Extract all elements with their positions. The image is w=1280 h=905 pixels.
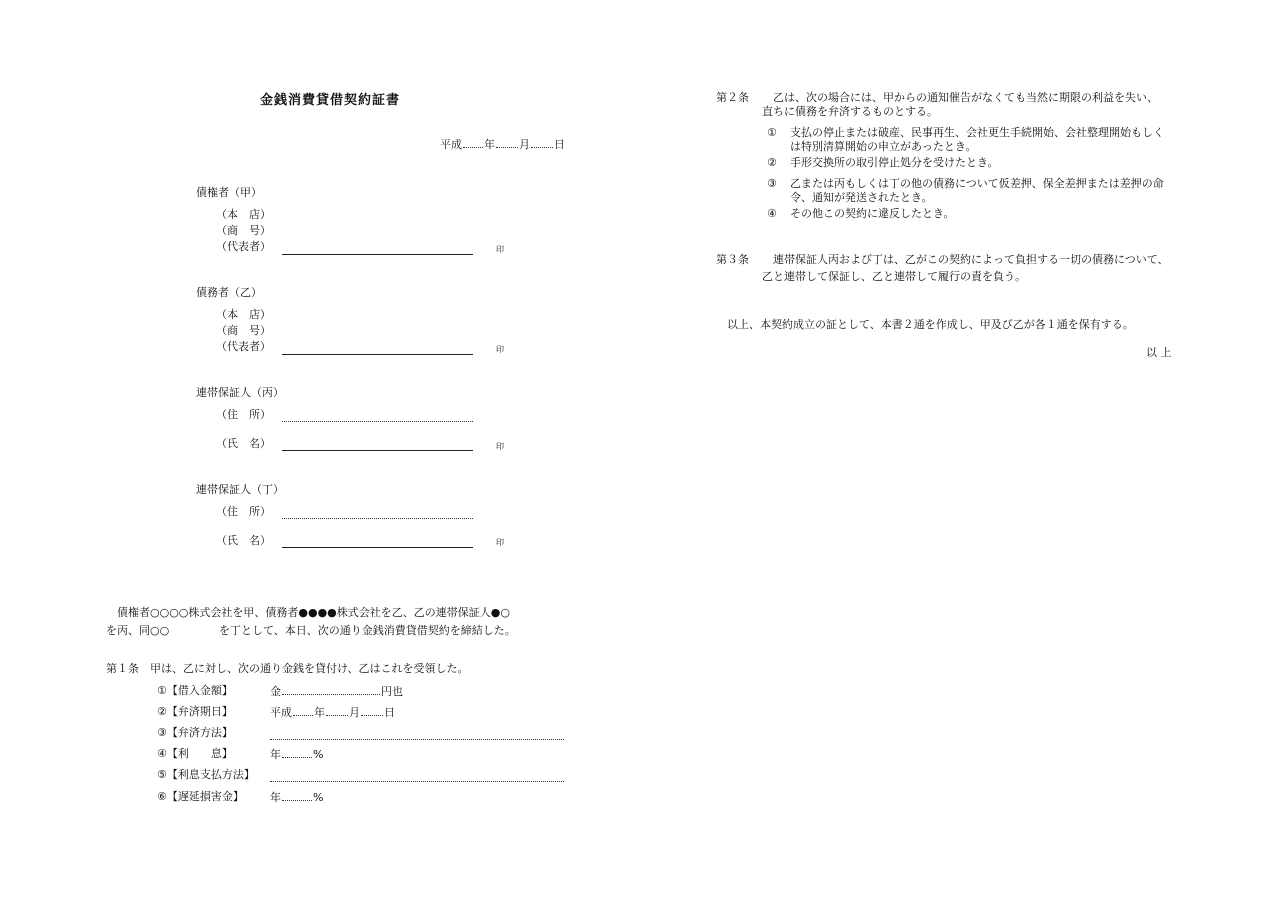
article-2-item-3-line-2: 令、通知が発送されたとき。 bbox=[790, 191, 933, 204]
article-2-text-line-1: 乙は、次の場合には、甲からの通知催告がなくても当然に期限の利益を失い、 bbox=[773, 91, 1158, 104]
item-loan-amount-value bbox=[270, 684, 403, 699]
late-damages-prefix: 年 bbox=[270, 791, 281, 804]
item-late-damages-value bbox=[270, 790, 323, 805]
closing-statement: 以上、本契約成立の証として、本書２通を作成し、甲及び乙が各１通を保有する。 bbox=[727, 318, 1134, 331]
article-2-item-1-num: ① bbox=[767, 126, 777, 139]
repayment-era: 平成 bbox=[270, 706, 292, 719]
preamble-line-1: 債権者○○○○株式会社を甲、債務者●●●●株式会社を乙、乙の連帯保証人●○ bbox=[117, 606, 510, 619]
guarantor-tei-address-label: （住 所） bbox=[216, 505, 271, 518]
creditor-seal-mark: 印 bbox=[496, 245, 504, 254]
preamble-line-2a: を丙、同○○ bbox=[106, 624, 170, 637]
debtor-heading: 債務者（乙） bbox=[196, 286, 262, 299]
repayment-month: 月 bbox=[349, 706, 360, 719]
article-3-label: 第３条 bbox=[716, 253, 749, 266]
item-repayment-date-label: ②【弁済期日】 bbox=[157, 705, 233, 718]
item-interest-value bbox=[270, 747, 323, 762]
guarantor-hei-heading: 連帯保証人（丙） bbox=[196, 386, 284, 399]
interest-suffix: % bbox=[313, 748, 324, 761]
interest-prefix: 年 bbox=[270, 748, 281, 761]
loan-amount-suffix: 円也 bbox=[381, 685, 403, 698]
guarantor-hei-address-label: （住 所） bbox=[216, 408, 271, 421]
creditor-head-office-label: （本 店） bbox=[216, 208, 271, 221]
article-2-item-2-line-1: 手形交換所の取引停止処分を受けたとき。 bbox=[790, 156, 999, 169]
guarantor-hei-seal-mark: 印 bbox=[496, 442, 504, 451]
article-2-text-line-2: 直ちに債務を弁済するものとする。 bbox=[762, 105, 938, 118]
guarantor-tei-name-label: （氏 名） bbox=[216, 534, 271, 547]
interest-payment-line bbox=[270, 781, 564, 782]
article-3-text-line-1: 連帯保証人丙および丁は、乙がこの契約によって負担する一切の債務について、 bbox=[773, 253, 1169, 266]
debtor-trade-name-label: （商 号） bbox=[216, 324, 271, 337]
date-era: 平成 bbox=[440, 138, 462, 151]
creditor-representative-line bbox=[282, 254, 473, 255]
closing-end-mark: 以 上 bbox=[1146, 346, 1172, 359]
article-1-label: 第１条 bbox=[106, 662, 139, 675]
date-day: 日 bbox=[554, 138, 565, 151]
guarantor-tei-name-line bbox=[282, 547, 473, 548]
article-2-item-4-num: ④ bbox=[767, 207, 777, 220]
item-interest-payment-label: ⑤【利息支払方法】 bbox=[157, 768, 255, 781]
guarantor-hei-name-line bbox=[282, 450, 473, 451]
debtor-representative-label: （代表者） bbox=[216, 340, 271, 353]
creditor-representative-label: （代表者） bbox=[216, 240, 271, 253]
guarantor-hei-name-label: （氏 名） bbox=[216, 437, 271, 450]
document-title: 金銭消費貸借契約証書 bbox=[260, 93, 401, 108]
debtor-head-office-label: （本 店） bbox=[216, 308, 271, 321]
item-interest-label: ④【利 息】 bbox=[157, 747, 233, 760]
article-2-item-2-num: ② bbox=[767, 156, 777, 169]
repayment-day: 日 bbox=[384, 706, 395, 719]
article-2-item-1-line-2: は特別清算開始の申立があったとき。 bbox=[790, 140, 977, 153]
guarantor-hei-address-line bbox=[282, 421, 473, 422]
article-1-text: 甲は、乙に対し、次の通り金銭を貸付け、乙はこれを受領した。 bbox=[150, 662, 469, 675]
preamble-line-2b: を丁として、本日、次の通り金銭消費貸借契約を締結した。 bbox=[219, 624, 516, 637]
article-3-text-line-2: 乙と連帯して保証し、乙と連帯して履行の責を負う。 bbox=[762, 270, 1026, 283]
article-2-label: 第２条 bbox=[716, 91, 749, 104]
article-2-item-1-line-1: 支払の停止または破産、民事再生、会社更生手続開始、会社整理開始もしく bbox=[790, 126, 1164, 139]
date-line bbox=[440, 137, 565, 152]
item-late-damages-label: ⑥【遅延損害金】 bbox=[157, 790, 244, 803]
debtor-representative-line bbox=[282, 354, 473, 355]
guarantor-tei-address-line bbox=[282, 518, 473, 519]
repayment-method-line bbox=[270, 739, 564, 740]
item-repayment-method-label: ③【弁済方法】 bbox=[157, 726, 233, 739]
creditor-heading: 債権者（甲） bbox=[196, 186, 262, 199]
article-2-item-4-line-1: その他この契約に違反したとき。 bbox=[790, 207, 955, 220]
date-year: 年 bbox=[484, 138, 495, 151]
guarantor-tei-seal-mark: 印 bbox=[496, 538, 504, 547]
article-2-item-3-num: ③ bbox=[767, 177, 777, 190]
loan-amount-prefix: 金 bbox=[270, 685, 281, 698]
late-damages-suffix: % bbox=[313, 791, 324, 804]
date-month: 月 bbox=[519, 138, 530, 151]
article-2-item-3-line-1: 乙または丙もしくは丁の他の債務について仮差押、保全差押または差押の命 bbox=[790, 177, 1164, 190]
item-repayment-date-value bbox=[270, 705, 395, 720]
guarantor-tei-heading: 連帯保証人（丁） bbox=[196, 483, 284, 496]
repayment-year: 年 bbox=[314, 706, 325, 719]
item-loan-amount-label: ①【借入金額】 bbox=[157, 684, 233, 697]
debtor-seal-mark: 印 bbox=[496, 345, 504, 354]
creditor-trade-name-label: （商 号） bbox=[216, 224, 271, 237]
